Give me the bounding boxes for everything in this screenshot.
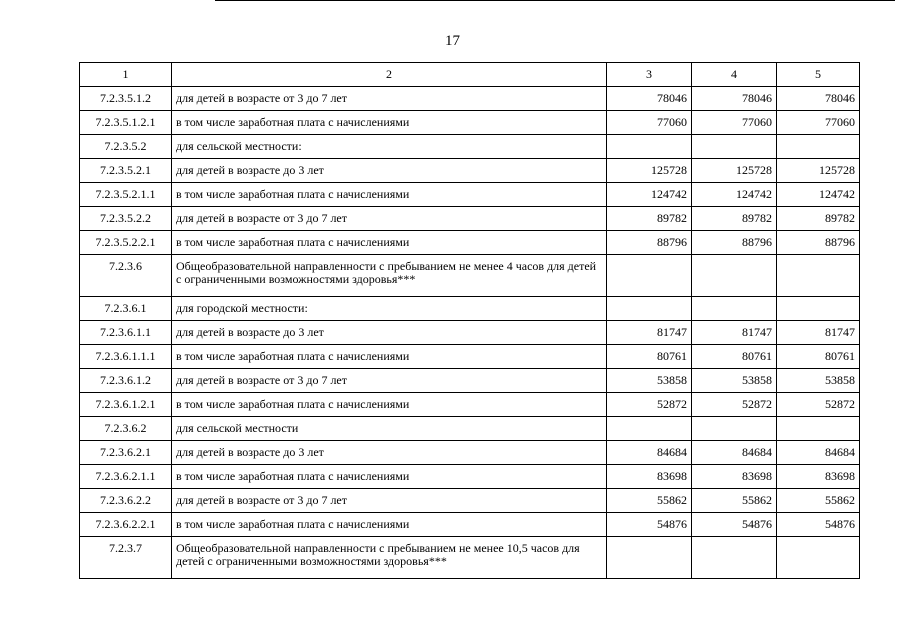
header-cell-3: 3: [607, 63, 692, 87]
header-cell-2: 2: [172, 63, 607, 87]
row-value-col4-cell: [692, 537, 777, 579]
row-value-col4-cell: [692, 297, 777, 321]
table-row: [80, 87, 860, 111]
table-row: [80, 207, 860, 231]
table-row: [80, 297, 860, 321]
row-code-cell: 7.2.3.6: [80, 255, 172, 297]
table-row: [80, 537, 860, 579]
row-value-col5-cell: 83698: [777, 465, 860, 489]
row-value-col3-cell: 83698: [607, 465, 692, 489]
row-code-cell: 7.2.3.6.1.2: [80, 369, 172, 393]
row-description-cell: для детей в возрасте до 3 лет: [172, 441, 607, 465]
row-value-col5-cell: 89782: [777, 207, 860, 231]
row-value-col4-cell: 125728: [692, 159, 777, 183]
table-row: [80, 135, 860, 159]
row-value-col3-cell: 80761: [607, 345, 692, 369]
table-row: [80, 465, 860, 489]
row-description-cell: в том числе заработная плата с начислениями: [172, 111, 607, 135]
header-cell-4: 4: [692, 63, 777, 87]
row-value-col3-cell: 124742: [607, 183, 692, 207]
row-description-cell: в том числе заработная плата с начислениями: [172, 231, 607, 255]
row-value-col4-cell: [692, 255, 777, 297]
row-value-col4-cell: 52872: [692, 393, 777, 417]
row-value-col4-cell: [692, 417, 777, 441]
row-value-col5-cell: 81747: [777, 321, 860, 345]
row-value-col5-cell: [777, 255, 860, 297]
row-code-cell: 7.2.3.6.2.1: [80, 441, 172, 465]
row-value-col4-cell: 84684: [692, 441, 777, 465]
row-description-cell: для сельской местности:: [172, 135, 607, 159]
row-value-col4-cell: 78046: [692, 87, 777, 111]
row-value-col4-cell: 54876: [692, 513, 777, 537]
table-row: [80, 489, 860, 513]
row-value-col5-cell: 77060: [777, 111, 860, 135]
row-description-cell: для детей в возрасте от 3 до 7 лет: [172, 207, 607, 231]
row-value-col4-cell: 77060: [692, 111, 777, 135]
top-rule: [215, 0, 895, 1]
row-value-col4-cell: 83698: [692, 465, 777, 489]
row-value-col3-cell: 88796: [607, 231, 692, 255]
table-row: [80, 513, 860, 537]
row-code-cell: 7.2.3.6.2.1.1: [80, 465, 172, 489]
row-value-col3-cell: 84684: [607, 441, 692, 465]
row-value-col3-cell: 125728: [607, 159, 692, 183]
row-value-col3-cell: 81747: [607, 321, 692, 345]
row-value-col3-cell: 78046: [607, 87, 692, 111]
row-value-col5-cell: 53858: [777, 369, 860, 393]
table-row: [80, 369, 860, 393]
row-value-col5-cell: 55862: [777, 489, 860, 513]
row-code-cell: 7.2.3.7: [80, 537, 172, 579]
row-value-col3-cell: [607, 417, 692, 441]
row-value-col5-cell: 52872: [777, 393, 860, 417]
table-row: [80, 183, 860, 207]
row-code-cell: 7.2.3.5.1.2.1: [80, 111, 172, 135]
row-description-cell: Общеобразовательной направленности с пребыванием не менее 10,5 часов для детей с ограниченными возможностями здоровья***: [172, 537, 607, 579]
row-value-col5-cell: 54876: [777, 513, 860, 537]
row-value-col3-cell: 53858: [607, 369, 692, 393]
row-description-cell: в том числе заработная плата с начислениями: [172, 393, 607, 417]
row-value-col4-cell: 80761: [692, 345, 777, 369]
table-row: [80, 345, 860, 369]
row-value-col5-cell: [777, 537, 860, 579]
row-value-col5-cell: 88796: [777, 231, 860, 255]
row-value-col5-cell: 124742: [777, 183, 860, 207]
row-description-cell: для детей в возрасте до 3 лет: [172, 159, 607, 183]
row-code-cell: 7.2.3.6.1.1.1: [80, 345, 172, 369]
row-value-col4-cell: 81747: [692, 321, 777, 345]
row-value-col3-cell: [607, 255, 692, 297]
row-value-col4-cell: 88796: [692, 231, 777, 255]
row-value-col4-cell: 53858: [692, 369, 777, 393]
row-description-cell: для детей в возрасте от 3 до 7 лет: [172, 369, 607, 393]
row-code-cell: 7.2.3.6.1: [80, 297, 172, 321]
table-row: [80, 231, 860, 255]
row-value-col3-cell: [607, 297, 692, 321]
row-code-cell: 7.2.3.6.1.2.1: [80, 393, 172, 417]
row-description-cell: Общеобразовательной направленности с пребыванием не менее 4 часов для детей с ограниченными возможностями здоровья***: [172, 255, 607, 297]
table-body: [80, 63, 860, 579]
table-row: [80, 321, 860, 345]
row-value-col3-cell: 77060: [607, 111, 692, 135]
row-description-cell: в том числе заработная плата с начислениями: [172, 513, 607, 537]
row-description-cell: для детей в возрасте от 3 до 7 лет: [172, 87, 607, 111]
data-table: [79, 62, 860, 579]
row-code-cell: 7.2.3.6.2: [80, 417, 172, 441]
row-value-col4-cell: 55862: [692, 489, 777, 513]
table-row: [80, 159, 860, 183]
table-row: [80, 417, 860, 441]
row-description-cell: в том числе заработная плата с начислениями: [172, 345, 607, 369]
row-code-cell: 7.2.3.5.2.1: [80, 159, 172, 183]
row-code-cell: 7.2.3.5.2.2: [80, 207, 172, 231]
row-value-col3-cell: 89782: [607, 207, 692, 231]
row-description-cell: для детей в возрасте от 3 до 7 лет: [172, 489, 607, 513]
row-description-cell: для городской местности:: [172, 297, 607, 321]
header-cell-1: 1: [80, 63, 172, 87]
table-row: [80, 255, 860, 297]
page-number: 17: [445, 33, 460, 49]
row-code-cell: 7.2.3.5.2: [80, 135, 172, 159]
table-row: [80, 393, 860, 417]
row-description-cell: для детей в возрасте до 3 лет: [172, 321, 607, 345]
table-header-row: [80, 63, 860, 87]
row-value-col5-cell: [777, 417, 860, 441]
row-code-cell: 7.2.3.5.2.2.1: [80, 231, 172, 255]
row-value-col5-cell: 80761: [777, 345, 860, 369]
row-description-cell: в том числе заработная плата с начислениями: [172, 465, 607, 489]
row-description-cell: для сельской местности: [172, 417, 607, 441]
row-value-col4-cell: [692, 135, 777, 159]
row-code-cell: 7.2.3.5.1.2: [80, 87, 172, 111]
table-row: [80, 111, 860, 135]
row-value-col4-cell: 89782: [692, 207, 777, 231]
row-code-cell: 7.2.3.6.2.2: [80, 489, 172, 513]
row-value-col5-cell: 78046: [777, 87, 860, 111]
row-value-col3-cell: 52872: [607, 393, 692, 417]
row-value-col4-cell: 124742: [692, 183, 777, 207]
row-value-col3-cell: [607, 135, 692, 159]
table-row: [80, 441, 860, 465]
row-value-col3-cell: 55862: [607, 489, 692, 513]
row-value-col5-cell: 125728: [777, 159, 860, 183]
row-value-col5-cell: 84684: [777, 441, 860, 465]
row-value-col3-cell: [607, 537, 692, 579]
row-value-col3-cell: 54876: [607, 513, 692, 537]
row-code-cell: 7.2.3.6.2.2.1: [80, 513, 172, 537]
row-description-cell: в том числе заработная плата с начислениями: [172, 183, 607, 207]
row-value-col5-cell: [777, 297, 860, 321]
header-cell-5: 5: [777, 63, 860, 87]
row-value-col5-cell: [777, 135, 860, 159]
row-code-cell: 7.2.3.5.2.1.1: [80, 183, 172, 207]
row-code-cell: 7.2.3.6.1.1: [80, 321, 172, 345]
